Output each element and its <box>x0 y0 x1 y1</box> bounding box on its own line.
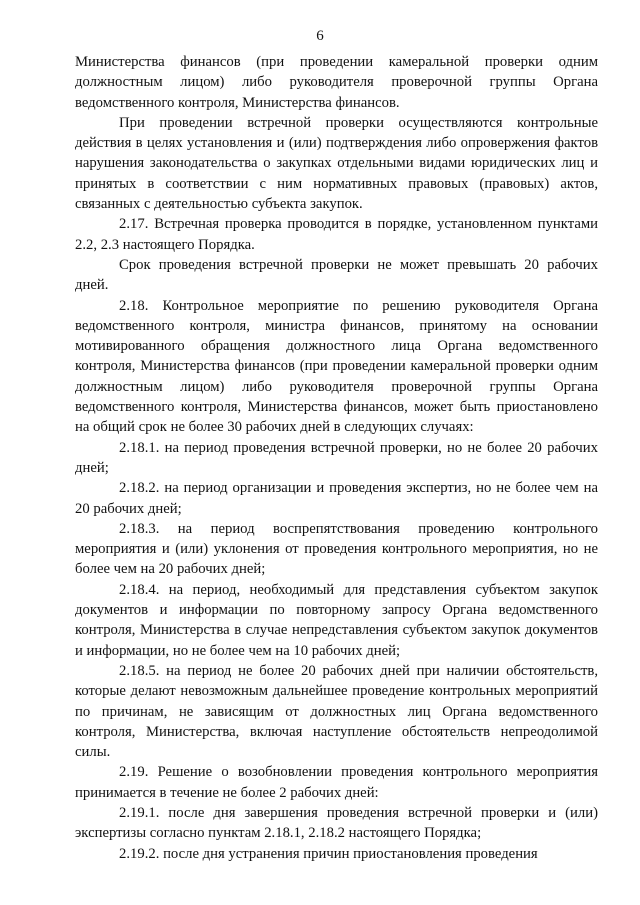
page-number: 6 <box>316 28 324 44</box>
paragraph-counter-check-definition: При проведении встречной проверки осуществляются контрольные действия в целях установления и (или) подтверждения либо опровержения фактов нарушения законодательства о закупках отдельными видами юридических лиц и принятых в соответствии с ним нормативных правовых (правовых) актов, связанных с деятельностью субъекта закупок. <box>75 114 598 213</box>
paragraph-continuation: Министерства финансов (при проведении камеральной проверки одним должностным лицом) либо руководителя проверочной группы Органа ведомственного контроля, Министерства финансов. <box>75 54 598 111</box>
paragraph-2-18-4: 2.18.4. на период, необходимый для представления субъектом закупок документов и информации по повторному запросу Органа ведомственного контроля, Министерства в случае непредставления субъектом закупок документов и информации, но не более чем на 10 рабочих дней; <box>75 581 598 659</box>
paragraph-2-19-1: 2.19.1. после дня завершения проведения встречной проверки и (или) экспертизы согласно пунктам 2.18.1, 2.18.2 настоящего Порядка; <box>75 804 598 842</box>
paragraph-2-18-1: 2.18.1. на период проведения встречной проверки, но не более 20 рабочих дней; <box>75 439 598 476</box>
paragraph-2-18-5: 2.18.5. на период не более 20 рабочих дней при наличии обстоятельств, которые делают невозможным дальнейшее проведение контрольных мероприятий по причинам, не зависящим от должностных лиц Органа ведомственного контроля, Министерства, включая наступление обстоятельств непреодолимой силы. <box>75 662 598 761</box>
paragraph-2-18: 2.18. Контрольное мероприятие по решению руководителя Органа ведомственного контроля, министра финансов, принятому на основании мотивированного обращения должностного лица Органа ведомственного контроля, Министерства финансов (при проведении камеральной проверки одним должностным лицом) либо руководителя проверочной группы Органа ведомственного контроля, Министерства финансов, может быть приостановлено на общий срок не более 30 рабочих дней в следующих случаях: <box>75 297 598 436</box>
paragraph-2-19: 2.19. Решение о возобновлении проведения контрольного мероприятия принимается в течение не более 2 рабочих дней: <box>75 764 598 801</box>
document-body <box>75 52 598 864</box>
paragraph-2-18-2: 2.18.2. на период организации и проведения экспертиз, но не более чем на 20 рабочих дней; <box>75 480 598 517</box>
paragraph-2-18-3: 2.18.3. на период воспрепятствования проведению контрольного мероприятия и (или) уклонения от проведения контрольного мероприятия, но не более чем на 20 рабочих дней; <box>75 520 598 578</box>
paragraph-2-19-2: 2.19.2. после дня устранения причин приостановления проведения <box>119 845 538 862</box>
paragraph-counter-check-term: Срок проведения встречной проверки не может превышать 20 рабочих дней. <box>75 256 598 294</box>
paragraph-2-17: 2.17. Встречная проверка проводится в порядке, установленном пунктами 2.2, 2.3 настоящего Порядка. <box>75 216 598 253</box>
